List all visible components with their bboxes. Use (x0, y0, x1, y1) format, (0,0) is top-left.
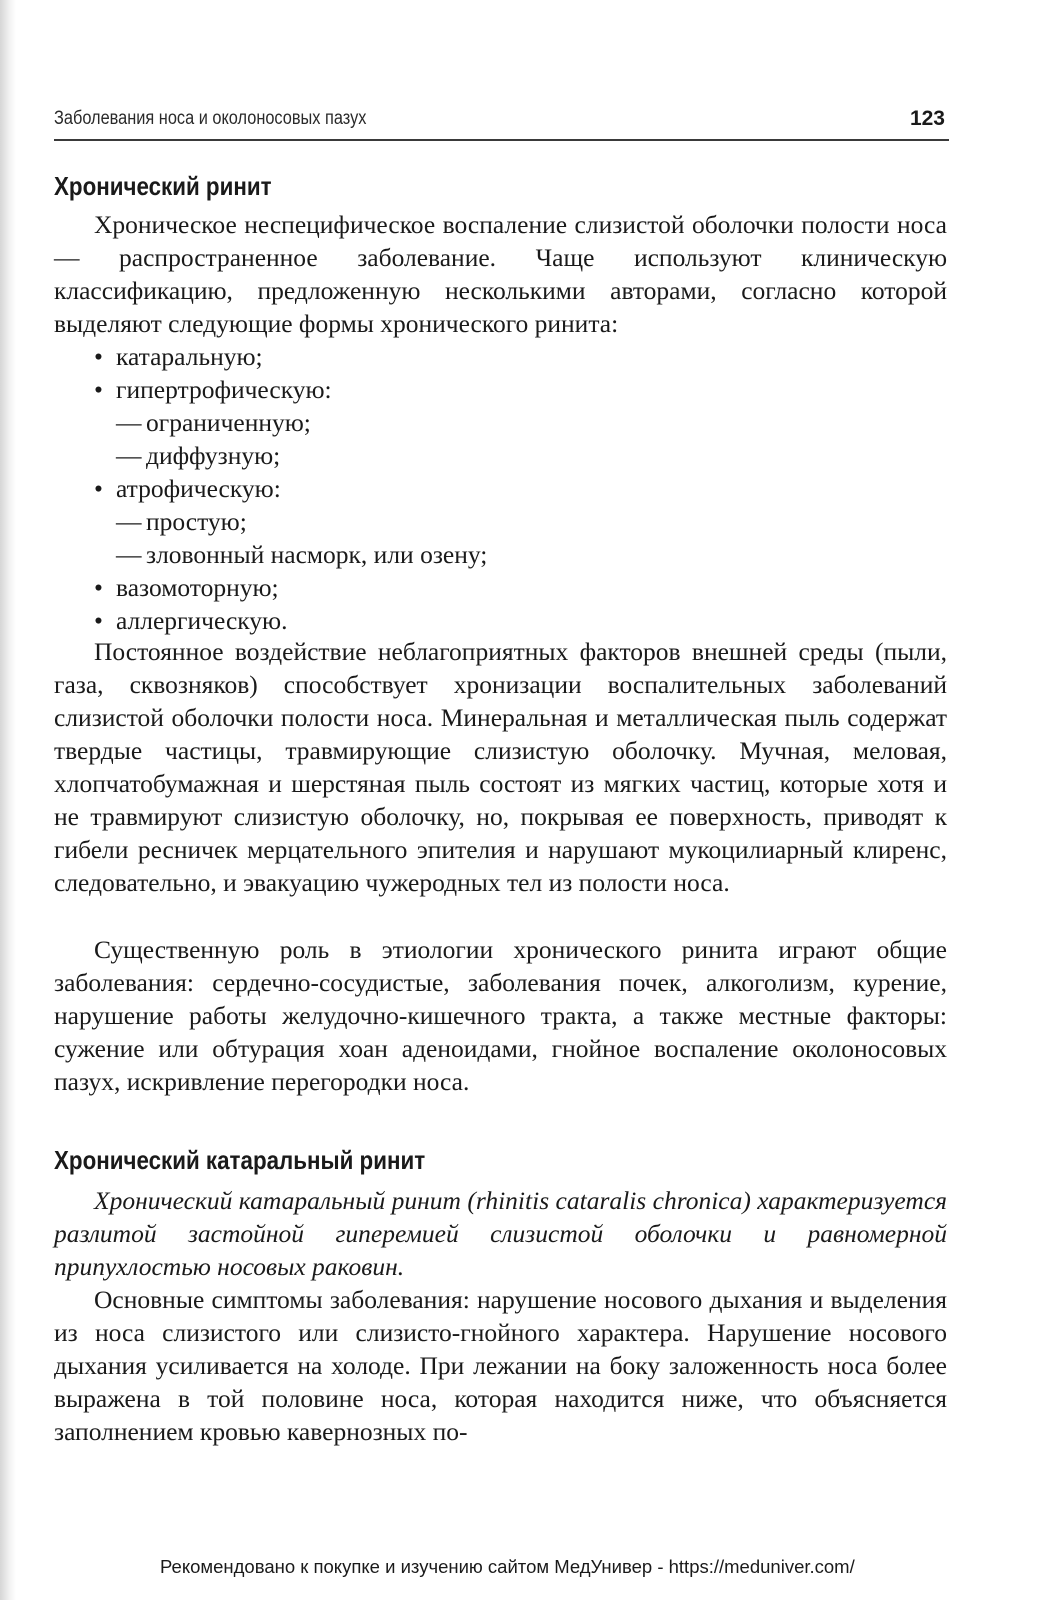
running-head-title: Заболевания носа и околоносовых пазух (54, 108, 367, 129)
list-item: — зловонный насморк, или озену; (54, 538, 947, 571)
list-item: • катаральную; (54, 340, 947, 373)
header-rule (54, 139, 949, 141)
section-heading-catarrhal-rhinitis: Хронический катаральный ринит (54, 1145, 426, 1175)
definition-paragraph: Хронический катаральный ринит (rhinitis cataralis chronica) характеризуется разлитой застойной гиперемией слизистой оболочки и равномерной припухлостью носовых раковин. (54, 1186, 947, 1281)
section-heading-chronic-rhinitis: Хронический ринит (54, 171, 272, 201)
intro-paragraph: Хроническое неспецифическое воспаление слизистой оболочки полости носа — распространенное заболевание. Чаще используют клиническую классификацию, предложенную несколькими авторами, согласно которой выделяют следующие формы хронического ринита: (54, 210, 947, 338)
list-item: — диффузную; (54, 439, 947, 472)
running-head (54, 108, 949, 138)
forms-list (54, 340, 947, 637)
list-item: • аллергическую. (54, 604, 947, 637)
list-item: — ограниченную; (54, 406, 947, 439)
list-item: — простую; (54, 505, 947, 538)
page-number: 123 (909, 107, 945, 130)
list-item: • вазомоторную; (54, 571, 947, 604)
environment-paragraph: Постоянное воздействие неблагоприятных факторов внешней среды (пыли, газа, сквозняков) способствует хронизации воспалительных заболеваний слизистой оболочки полости носа. Минеральная и металлическая пыль содержат твердые частицы, травмирующие слизистую оболочку. Мучная, меловая, хлопчатобумажная и шерстяная пыль состоят из мягких частиц, которые хотя и не травмируют слизистую оболочку, но, покрывая ее поверхность, приводят к гибели ресничек мерцательного эпителия и нарушают мукоцилиарный клиренс, следовательно, и эвакуацию чужеродных тел из полости носа. (54, 637, 947, 897)
symptoms-paragraph: Основные симптомы заболевания: нарушение носового дыхания и выделения из носа слизистого или слизисто-гнойного характера. Нарушение носового дыхания усиливается на холоде. При лежании на боку заложенность носа более выражена в той половине носа, которая находится ниже, что объясняется заполнением кровью кавернозных по- (54, 1285, 947, 1446)
list-item: • гипертрофическую: (54, 373, 947, 406)
list-item: • атрофическую: (54, 472, 947, 505)
footer-note: Рекомендовано к покупке и изучению сайтом МедУнивер - https://meduniver.com/ (160, 1556, 855, 1577)
etiology-paragraph: Существенную роль в этиологии хронического ринита играют общие заболевания: сердечно-сосудистые, заболевания почек, алкоголизм, курение, нарушение работы желудочно-кишечного тракта, а также местные факторы: сужение или обтурация хоан аденоидами, гнойное воспаление околоносовых пазух, искривление перегородки носа. (54, 935, 947, 1096)
page-edge-shadow (0, 0, 16, 1600)
